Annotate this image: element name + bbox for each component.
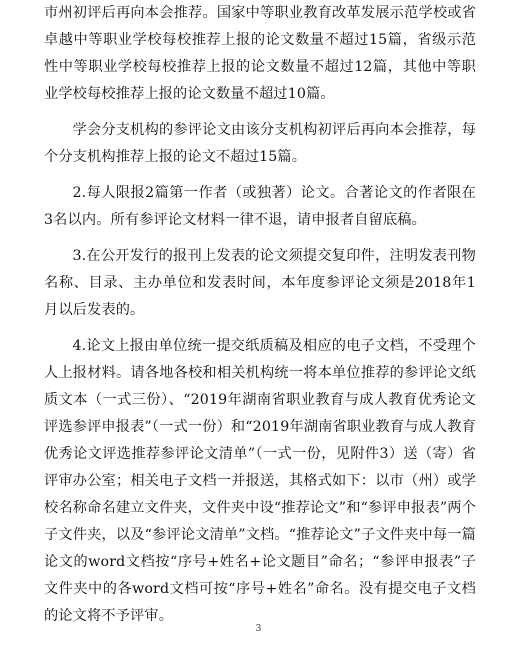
paragraph-branch-recommendation: 学会分支机构的参评论文由该分支机构初评后再向本会推荐，每个分支机构推荐上报的论文不超过15篇。	[44, 122, 476, 165]
paragraph-item-2: 2.每人限报2篇第一作者（或独著）论文。合著论文的作者限在3名以内。所有参评论文材料一律不退，请申报者自留底稿。	[44, 185, 476, 228]
paragraph-item-3: 3.在公开发行的报刊上发表的论文须提交复印件，注明发表刊物名称、目录、主办单位和发表时间，本年度参评论文须是2018年1月以后发表的。	[44, 248, 476, 318]
document-body	[44, 0, 476, 630]
paragraph-continuation: 市州初评后再向本会推荐。国家中等职业教育改革发展示范学校或省卓越中等职业学校每校推荐上报的论文数量不超过15篇，省级示范性中等职业学校每校推荐上报的论文数量不超过12篇，其他中等职业学校每校推荐上报的论文数量不超过10篇。	[44, 5, 476, 102]
paragraph-item-4: 4.论文上报由单位统一提交纸质稿及相应的电子文档，不受理个人上报材料。请各地各校和相关机构统一将本单位推荐的参评论文纸质文本（一式三份）、“2019年湖南省职业教育与成人教育优秀论文评选参评申报表”（一式一份）和“2019年湖南省职业教育与成人教育优秀论文评选推荐参评论文清单”（一式一份，见附件3）送（寄）省评审办公室；相关电子文档一并报送，其格式如下：以市（州）或学校名称命名建立文件夹，文件夹中设“推荐论文”和“参评申报表”两个子文件夹，以及“参评论文清单”文档。“推荐论文”子文件夹中每一篇论文的word文档按“序号+姓名+论文题目”命名；“参评申报表”子文件夹中的各word文档可按“序号+姓名”命名。没有提交电子文档的论文将不予评审。	[44, 338, 476, 624]
page-number: 3	[255, 624, 262, 634]
